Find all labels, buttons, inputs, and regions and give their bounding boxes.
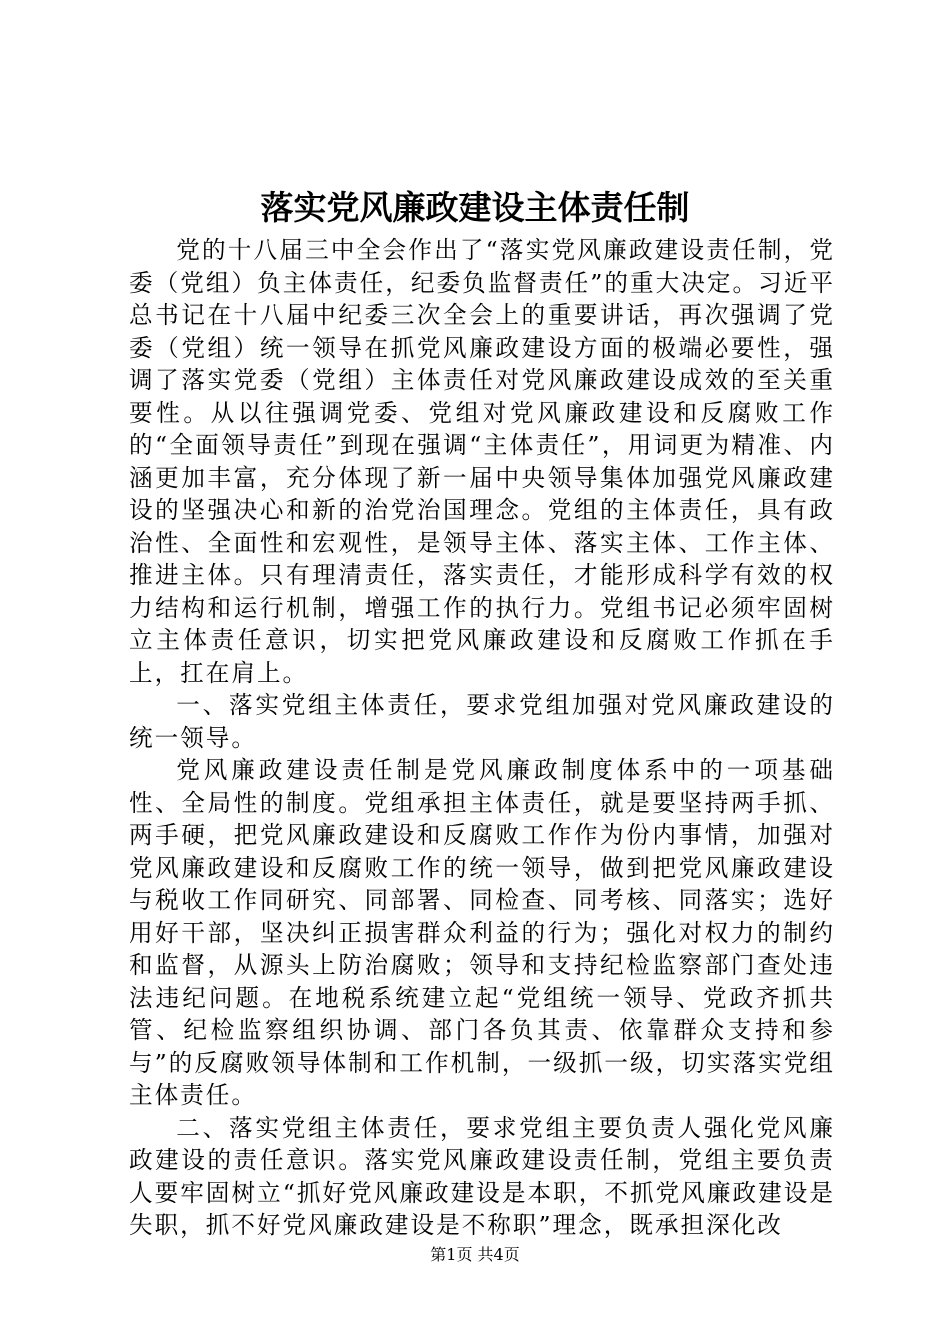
document-body — [129, 234, 835, 1242]
paragraph-heading-1: 一、落实党组主体责任，要求党组加强对党风廉政建设的统一领导。 — [129, 691, 835, 752]
page-number-footer: 第1页 共4页 — [430, 1245, 520, 1264]
paragraph-intro: 党的十八届三中全会作出了“落实党风廉政建设责任制，党委（党组）负主体责任，纪委负监督责任”的重大决定。习近平总书记在十八届中纪委三次全会上的重要讲话，再次强调了党委（党组）统一领导在抓党风廉政建设方面的极端必要性，强调了落实党委（党组）主体责任对党风廉政建设成效的至关重要性。从以往强调党委、党组对党风廉政建设和反腐败工作的“全面领导责任”到现在强调“主体责任”，用词更为精准、内涵更加丰富，充分体现了新一届中央领导集体加强党风廉政建设的坚强决心和新的治党治国理念。党组的主体责任，具有政治性、全面性和宏观性，是领导主体、落实主体、工作主体、推进主体。只有理清责任，落实责任，才能形成科学有效的权力结构和运行机制，增强工作的执行力。党组书记必须牢固树立主体责任意识，切实把党风廉政建设和反腐败工作抓在手上，扛在肩上。 — [129, 236, 835, 687]
document-title: 落实党风廉政建设主体责任制 — [260, 188, 690, 227]
paragraph-heading-2: 二、落实党组主体责任，要求党组主要负责人强化党风廉政建设的责任意识。落实党风廉政建设责任制，党组主要负责人要牢固树立“抓好党风廉政建设是本职，不抓党风廉政建设是失职，抓不好党风廉政建设是不称职”理念，既承担深化改 — [129, 1113, 835, 1239]
paragraph-section-1: 党风廉政建设责任制是党风廉政制度体系中的一项基础性、全局性的制度。党组承担主体责任，就是要坚持两手抓、两手硬，把党风廉政建设和反腐败工作作为份内事情，加强对党风廉政建设和反腐败工作的统一领导，做到把党风廉政建设与税收工作同研究、同部署、同检查、同考核、同落实；选好用好干部，坚决纠正损害群众利益的行为；强化对权力的制约和监督，从源头上防治腐败；领导和支持纪检监察部门查处违法违纪问题。在地税系统建立起“党组统一领导、党政齐抓共管、纪检监察组织协调、部门各负其责、依靠群众支持和参与”的反腐败领导体制和工作机制，一级抓一级，切实落实党组主体责任。 — [129, 756, 835, 1109]
